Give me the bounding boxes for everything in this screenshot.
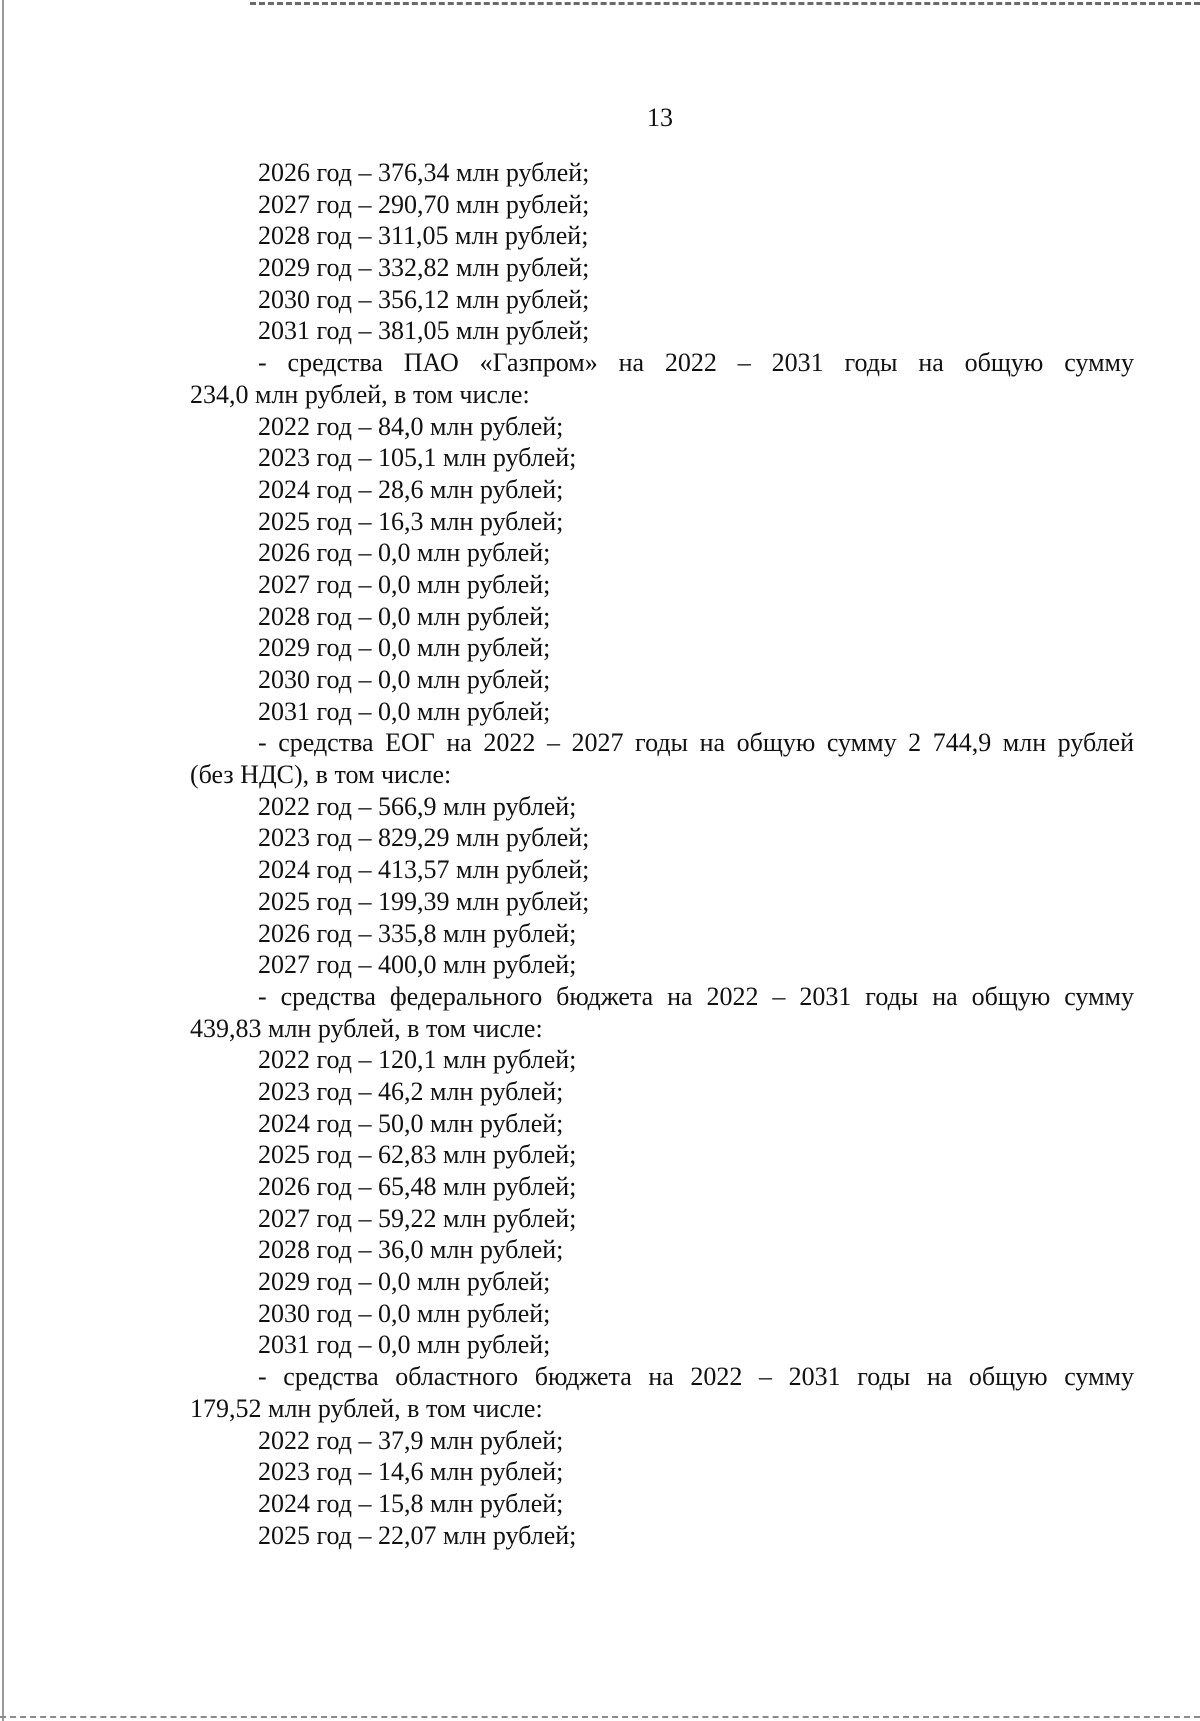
year-line: 2023 год – 105,1 млн рублей; — [258, 443, 577, 473]
year-line: 2024 год – 28,6 млн рублей; — [258, 474, 564, 504]
year-line: 2025 год – 62,83 млн рублей; — [258, 1140, 577, 1170]
funding-source-heading-regional: - средства областного бюджета на 2022 – 2031 годы на общую сумму — [258, 1362, 1134, 1392]
year-line: 2022 год – 84,0 млн рублей; — [258, 411, 564, 441]
year-line: 2024 год – 50,0 млн рублей; — [258, 1108, 564, 1138]
year-line: 2027 год – 290,70 млн рублей; — [258, 189, 590, 219]
year-line: 2028 год – 311,05 млн рублей; — [258, 221, 589, 251]
year-line: 2023 год – 829,29 млн рублей; — [258, 823, 590, 853]
funding-source-total: 439,83 млн рублей, в том числе: — [190, 1013, 543, 1043]
year-line: 2024 год – 15,8 млн рублей; — [258, 1488, 564, 1518]
year-line: 2031 год – 0,0 млн рублей; — [258, 1330, 551, 1360]
year-line: 2026 год – 0,0 млн рублей; — [258, 538, 551, 568]
year-line: 2027 год – 0,0 млн рублей; — [258, 569, 551, 599]
year-line: 2030 год – 0,0 млн рублей; — [258, 665, 551, 694]
funding-source-total: 234,0 млн рублей, в том числе: — [190, 379, 530, 409]
year-line: 2030 год – 356,12 млн рублей; — [258, 284, 590, 314]
year-line: 2027 год – 59,22 млн рублей; — [258, 1203, 577, 1233]
page-number: 13 — [647, 103, 673, 132]
year-line: 2031 год – 381,05 млн рублей; — [258, 316, 590, 346]
funding-source-heading-gazprom: - средства ПАО «Газпром» на 2022 – 2031 годы на общую сумму — [258, 348, 1134, 378]
year-line: 2028 год – 0,0 млн рублей; — [258, 601, 551, 631]
document-body — [190, 157, 1134, 1551]
year-line: 2029 год – 0,0 млн рублей; — [258, 1267, 551, 1297]
year-line: 2025 год – 16,3 млн рублей; — [258, 506, 564, 536]
year-line: 2023 год – 14,6 млн рублей; — [258, 1457, 564, 1487]
year-line: 2029 год – 332,82 млн рублей; — [258, 253, 590, 283]
year-line: 2026 год – 376,34 млн рублей; — [258, 158, 590, 187]
year-line: 2024 год – 413,57 млн рублей; — [258, 855, 590, 885]
year-line: 2025 год – 22,07 млн рублей; — [258, 1520, 577, 1550]
year-line: 2028 год – 36,0 млн рублей; — [258, 1235, 564, 1265]
year-line: 2031 год – 0,0 млн рублей; — [258, 696, 551, 726]
funding-source-heading-federal: - средства федерального бюджета на 2022 – 2031 годы на общую сумму — [258, 981, 1134, 1011]
funding-source-total: (без НДС), в том числе: — [190, 760, 452, 790]
funding-source-total: 179,52 млн рублей, в том числе: — [190, 1393, 543, 1423]
year-line: 2022 год – 120,1 млн рублей; — [258, 1045, 577, 1075]
year-line: 2030 год – 0,0 млн рублей; — [258, 1298, 551, 1328]
scan-edge-bottom — [0, 1716, 1200, 1718]
year-line: 2025 год – 199,39 млн рублей; — [258, 886, 590, 916]
year-line: 2026 год – 335,8 млн рублей; — [258, 918, 577, 948]
year-line: 2023 год – 46,2 млн рублей; — [258, 1076, 564, 1106]
year-line: 2029 год – 0,0 млн рублей; — [258, 633, 551, 663]
funding-source-heading-eog: - средства ЕОГ на 2022 – 2027 годы на общую сумму 2 744,9 млн рублей — [258, 728, 1134, 758]
year-line: 2022 год – 37,9 млн рублей; — [258, 1425, 564, 1455]
scan-edge-left — [2, 0, 4, 1721]
scan-edge-top — [250, 2, 1200, 5]
year-line: 2022 год – 566,9 млн рублей; — [258, 791, 577, 821]
year-line: 2027 год – 400,0 млн рублей; — [258, 950, 577, 980]
year-line: 2026 год – 65,48 млн рублей; — [258, 1172, 577, 1201]
